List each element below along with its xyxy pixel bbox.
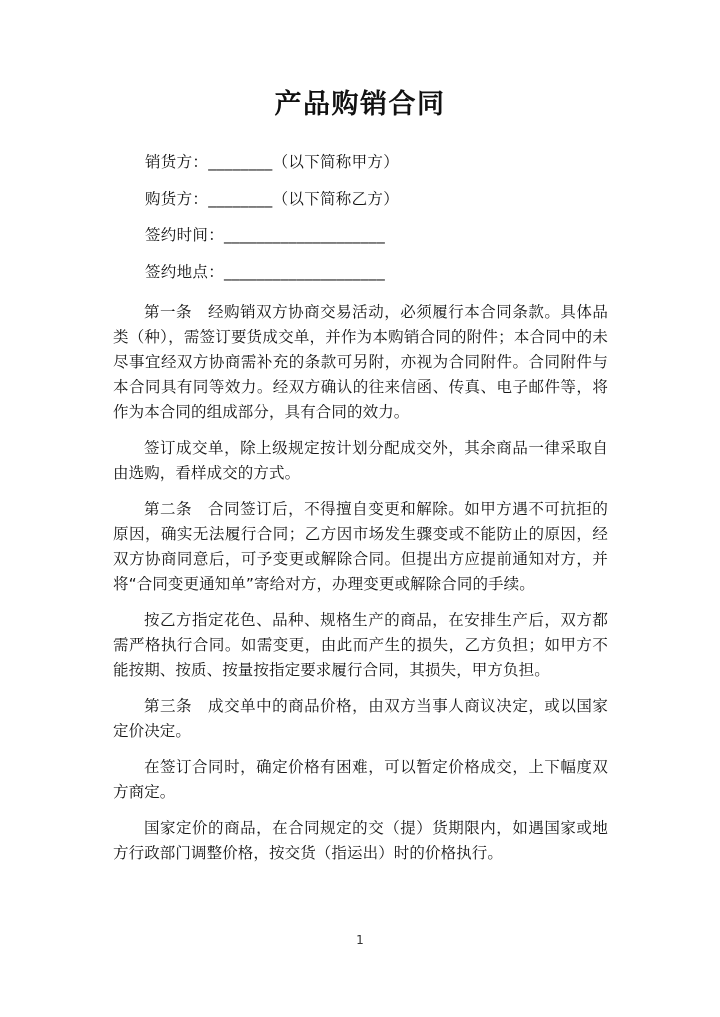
paragraph-article-3: 第三条 成交单中的商品价格，由双方当事人商议决定，或以国家定价决定。 <box>113 697 608 740</box>
field-seller: 销货方：________（以下简称甲方） <box>145 153 400 171</box>
paragraph-article-2-note: 按乙方指定花色、品种、规格生产的商品，在安排生产后，双方都需严格执行合同。如需变更，由此而产生的损失，乙方负担；如甲方不能按期、按质、按量按指定要求履行合同，其损失，甲方负担。 <box>113 611 608 679</box>
field-buyer: 购货方：________（以下简称乙方） <box>145 189 400 208</box>
paragraph-article-2: 第二条 合同签订后，不得擅自变更和解除。如甲方遇不可抗拒的原因，确实无法履行合同；乙方因市场发生骤变或不能防止的原因，经双方协商同意后，可予变更或解除合同。但提出方应提前通知对方，并将“合同变更通知单”寄给对方，办理变更或解除合同的手续。 <box>113 500 608 593</box>
paragraph-article-1-note: 签订成交单，除上级规定按计划分配成交外，其余商品一律采取自由选购，看样成交的方式。 <box>113 439 608 482</box>
paragraph-article-1: 第一条 经购销双方协商交易活动，必须履行本合同条款。具体品类（种），需签订要货成交单，并作为本购销合同的附件；本合同中的未尽事宜经双方协商需补充的条款可另附，亦视为合同附件。合同附件与本合同具有同等效力。经双方确认的往来信函、传真、电子邮件等，将作为本合同的组成部分，具有合同的效力。 <box>113 303 608 421</box>
paragraph-article-3-note-1: 在签订合同时，确定价格有困难，可以暂定价格成交，上下幅度双方商定。 <box>113 758 608 801</box>
contract-body <box>113 300 608 877</box>
field-signing-date: 签约时间：____________________ <box>145 226 386 244</box>
page-title: 产品购销合同 <box>274 89 446 120</box>
field-signing-place: 签约地点：____________________ <box>145 262 386 281</box>
paragraph-article-3-note-2: 国家定价的商品，在合同规定的交（提）货期限内，如遇国家或地方行政部门调整价格，按交货（指运出）时的价格执行。 <box>113 819 608 862</box>
contract-party-fields <box>113 152 607 298</box>
page-number: 1 <box>356 933 364 947</box>
